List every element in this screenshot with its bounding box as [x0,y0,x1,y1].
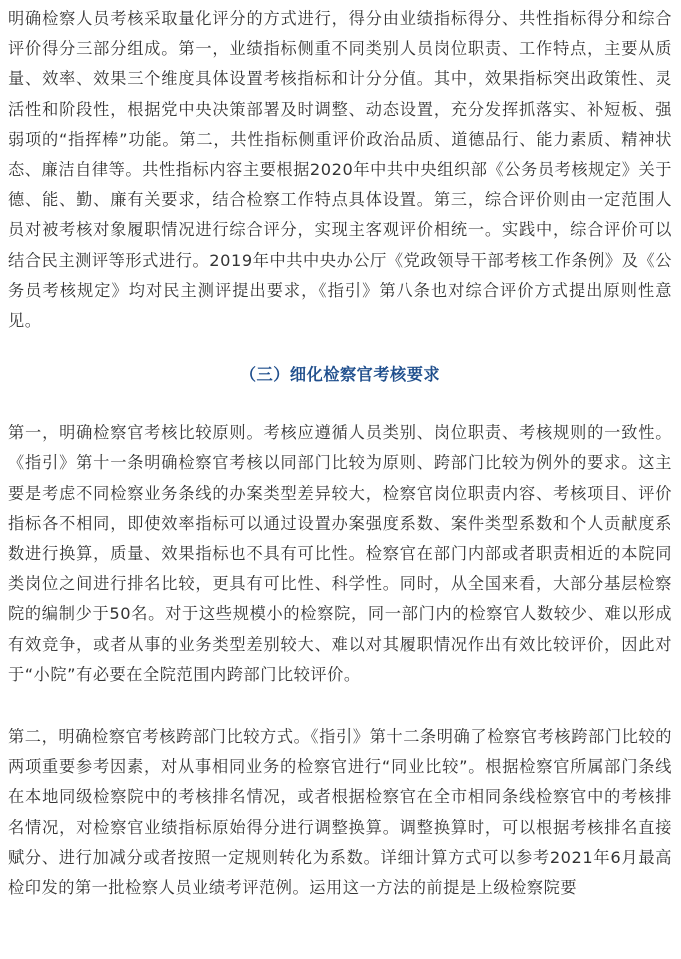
section-heading: （三）细化检察官考核要求 [239,365,441,385]
paragraph-cross-department-comparison: 第二，明确检察官考核跨部门比较方式。《指引》第十二条明确了检察官考核跨部门比较的两项重要参考因素，对从事相同业务的检察官进行“同业比较”。根据检察官所属部门条线在本地同级检察院中的考核排名情况，或者根据检察官在全市相同条线检察官中的考核排名情况，对检察官业绩指标原始得分进行调整换算。调整换算时，可以根据考核排名直接赋分、进行加减分或者按照一定规则转化为系数。详细计算方式可以参考2021年6月最高检印发的第一批检察人员业绩考评范例。运用这一方法的前提是上级检察院要 [8,727,672,898]
paragraph-spacer [8,690,672,722]
paragraph-performance-scoring: 明确检察人员考核采取量化评分的方式进行，得分由业绩指标得分、共性指标得分和综合评价得分三部分组成。第一，业绩指标侧重不同类别人员岗位职责、工作特点，主要从质量、效率、效果三个维度具体设置考核指标和计分分值。其中，效果指标突出政策性、灵活性和阶段性，根据党中央决策部署及时调整、动态设置，充分发挥抓落实、补短板、强弱项的“指挥棒”功能。第二，共性指标侧重评价政治品质、道德品行、能力素质、精神状态、廉洁自律等。共性指标内容主要根据2020年中共中央组织部《公务员考核规定》关于德、能、勤、廉有关要求，结合检察工作特点具体设置。第三，综合评价则由一定范围人员对被考核对象履职情况进行综合评分，实现主客观评价相统一。实践中，综合评价可以结合民主测评等形式进行。2019年中共中央办公厅《党政领导干部考核工作条例》及《公务员考核规定》均对民主测评提出要求，《指引》第八条也对综合评价方式提出原则性意见。 [8,9,672,331]
paragraph-spacer [8,390,672,418]
article-body [8,4,672,903]
paragraph-comparison-principle: 第一，明确检察官考核比较原则。考核应遵循人员类别、岗位职责、考核规则的一致性。《指引》第十一条明确检察官考核以同部门比较为原则、跨部门比较为例外的要求。这主要是考虑不同检察业务条线的办案类型差异较大，检察官岗位职责内容、考核项目、评价指标各不相同，即使效率指标可以通过设置办案强度系数、案件类型系数和个人贡献度系数进行换算，质量、效果指标也不具有可比性。检察官在部门内部或者职责相近的本院同类岗位之间进行排名比较，更具有可比性、科学性。同时，从全国来看，大部分基层检察院的编制少于50名。对于这些规模小的检察院，同一部门内的检察官人数较少、难以形成有效竞争，或者从事的业务类型差别较大、难以对其履职情况作出有效比较评价，因此对于“小院”有必要在全院范围内跨部门比较评价。 [8,423,672,684]
